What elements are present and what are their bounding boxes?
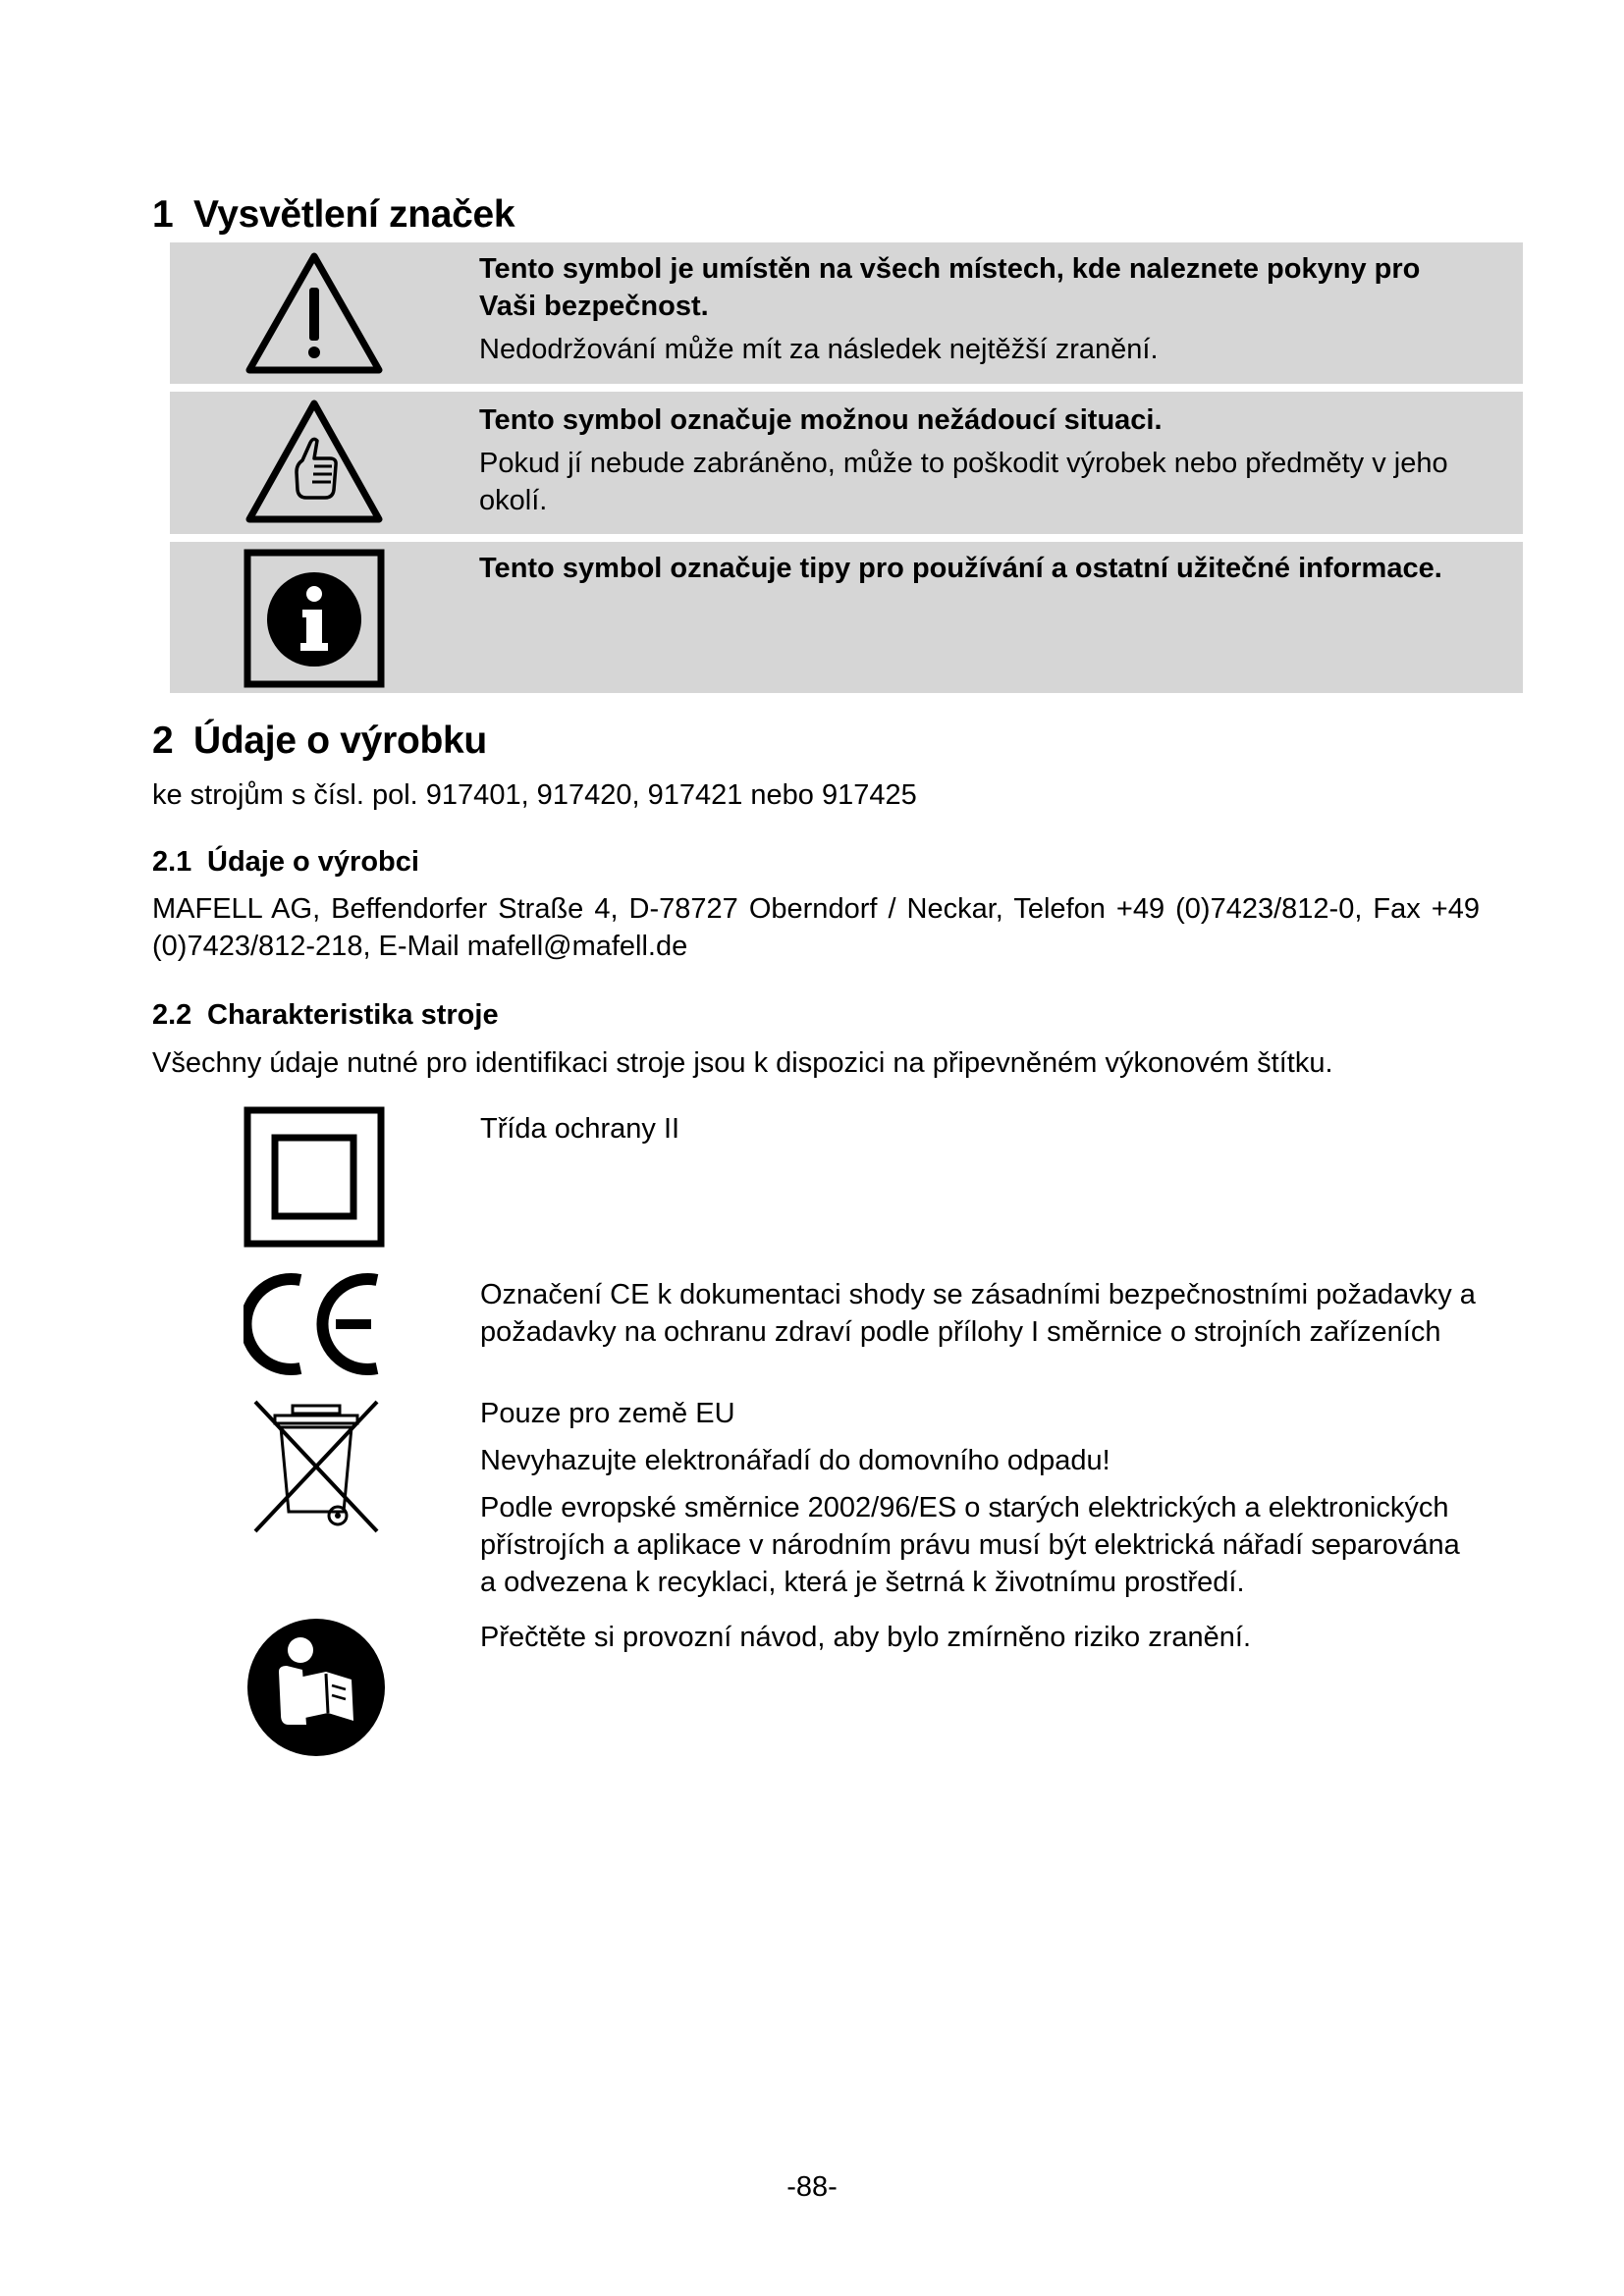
symbol-row-caution-text [479, 401, 1484, 519]
warning-triangle-icon [244, 250, 385, 380]
symbol-row-warning-text [479, 250, 1484, 368]
weee-line-2: Nevyhazujte elektronářadí do domovního odpadu! [480, 1445, 1110, 1476]
info-bold-text: Tento symbol označuje tipy pro používání a ostatní užitečné informace. [479, 553, 1442, 584]
protection-class-ii-line: Třída ochrany II [480, 1113, 680, 1145]
machine-characteristics-text: Všechny údaje nutné pro identifikaci stroje jsou k dispozici na připevněném výkonovém štítku. [152, 1047, 1333, 1079]
ce-mark-line: Označení CE k dokumentaci shody se zásadními bezpečnostními požadavky a požadavky na ochranu zdraví podle přílohy I směrnice o strojních zařízeních [480, 1279, 1476, 1348]
subsection-2-2-number: 2.2 [152, 999, 192, 1031]
read-manual-icon [245, 1617, 387, 1758]
warning-bold-text: Tento symbol je umístěn na všech místech, kde naleznete pokyny pro Vaši bezpečnost. [479, 253, 1421, 322]
symbol-row-caution [170, 392, 1523, 534]
caution-normal-text: Pokud jí nebude zabráněno, může to poškodit výrobek nebo předměty v jeho okolí. [479, 448, 1448, 516]
weee-crossed-bin-icon [249, 1398, 383, 1535]
subsection-2-1-number: 2.1 [152, 846, 192, 878]
weee-text [480, 1395, 1482, 1601]
manufacturer-address: MAFELL AG, Beffendorfer Straße 4, D-78727 Oberndorf / Neckar, Telefon +49 (0)7423/812-0, Fax +49 (0)7423/812-218, E-Mail mafell@mafell.de [152, 893, 1480, 962]
section-1-title: Vysvětlení značek [193, 193, 515, 236]
symbol-row-info-text [479, 550, 1484, 587]
ce-mark-text [480, 1276, 1482, 1351]
protection-class-ii-icon [244, 1106, 385, 1248]
subsection-2-1-title: Údaje o výrobci [207, 846, 419, 878]
subsection-2-2-title: Charakteristika stroje [207, 999, 499, 1031]
section-1-heading [152, 193, 514, 237]
info-icon [244, 549, 385, 688]
subsection-2-2-heading [152, 999, 499, 1032]
weee-line-3: Podle evropské směrnice 2002/96/ES o starých elektrických a elektronických přístrojích a aplikace v národním právu musí být elektrická nářadí separována a odvezena k recyklaci, která je šetrná k životnímu prostředí. [480, 1492, 1460, 1598]
section-2-title: Údaje o výrobku [193, 720, 487, 762]
weee-line-1: Pouze pro země EU [480, 1398, 735, 1429]
section-2-number: 2 [152, 720, 174, 762]
section-2-intro: ke strojům s čísl. pol. 917401, 917420, 917421 nebo 917425 [152, 779, 917, 811]
section-2-heading [152, 720, 487, 763]
caution-hand-icon [244, 398, 385, 529]
ce-mark-icon [244, 1270, 385, 1378]
subsection-2-1-heading [152, 846, 419, 879]
symbol-row-warning [170, 242, 1523, 384]
warning-normal-text: Nedodržování může mít za následek nejtěžší zranění. [479, 334, 1159, 365]
caution-bold-text: Tento symbol označuje možnou nežádoucí situaci. [479, 404, 1163, 436]
read-manual-text [480, 1619, 1482, 1656]
section-1-number: 1 [152, 193, 174, 236]
page-number: -88- [786, 2171, 838, 2203]
protection-class-ii-text [480, 1110, 1482, 1148]
symbol-row-info [170, 542, 1523, 693]
read-manual-line: Přečtěte si provozní návod, aby bylo zmírněno riziko zranění. [480, 1622, 1251, 1653]
